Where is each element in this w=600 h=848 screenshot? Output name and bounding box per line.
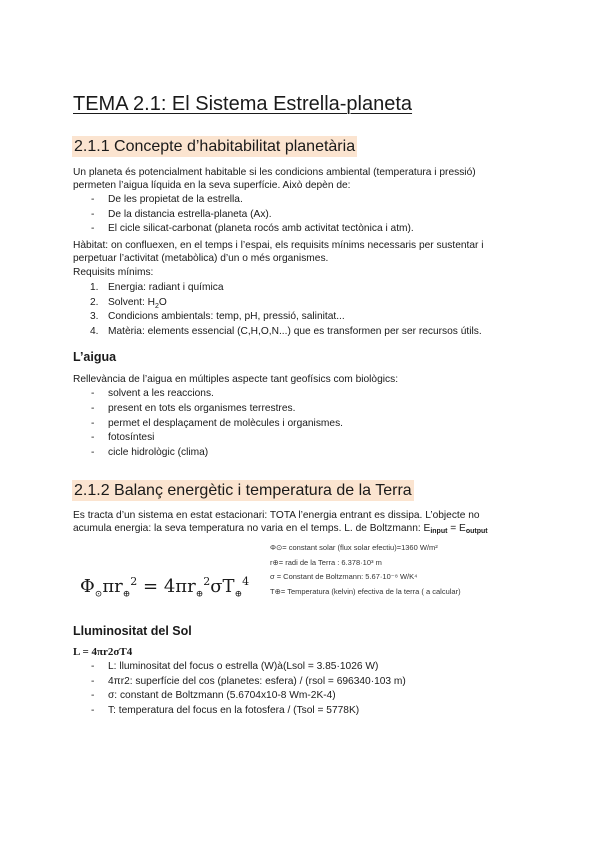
bullet-dash: - — [91, 676, 95, 687]
formula-legend — [270, 541, 461, 599]
list-item-text: El cicle silicat-carbonat (planeta rocós amb activitat tectònica i atm). — [108, 223, 414, 234]
balanc-line-1: Es tracta d’un sistema en estat estacionari: TOTA l’energia entrant es dissipa. L’objecte no — [73, 510, 480, 521]
intro-line-1: Un planeta és potencialment habitable si les condicions ambiental (temperatura i pressió) — [73, 167, 476, 178]
luminosity-formula: L = 4πr2σT4 — [73, 646, 133, 658]
list-item-text: De la distancia estrella-planeta (Ax). — [108, 209, 272, 220]
bullet-dash: - — [91, 661, 95, 672]
habitat-line-2: perpetuar l’activitat (metabòlica) d’un o més organismes. — [73, 253, 329, 264]
bullet-dash: - — [91, 690, 95, 701]
list-item-text: Solvent: $H_2O$ — [108, 297, 167, 311]
legend-line: r⊕= radi de la Terra : 6.378·10³ m — [270, 557, 382, 567]
list-item-text: Matèria: elements essencial (C,H,O,N...) que es transformen per ser recursos útils. — [108, 326, 482, 337]
list-item-text: Energia: radiant i química — [108, 282, 224, 293]
section-heading-balanc: 2.1.2 Balanç energètic i temperatura de la Terra — [74, 482, 412, 499]
bullet-dash: - — [91, 418, 95, 429]
bullet-dash: - — [91, 705, 95, 716]
list-item-text: permet el desplaçament de molècules i organismes. — [108, 418, 343, 429]
list-item-text: T: temperatura del focus en la fotosfera / (Tsol = 5778K) — [108, 705, 360, 716]
bullet-dash: - — [91, 403, 95, 414]
list-item-text: De les propietat de la estrella. — [108, 194, 243, 205]
list-number: 1. — [90, 282, 99, 293]
bullet-dash: - — [91, 447, 95, 458]
subsection-heading-aigua: L’aigua — [73, 350, 117, 364]
list-number: 4. — [90, 326, 99, 337]
bullet-dash: - — [91, 388, 95, 399]
list-item-text: fotosíntesi — [108, 432, 155, 443]
requirements-title: Requisits mínims: — [73, 267, 154, 278]
intro-line-2: permeten l’aigua líquida en la seva superfície. Això depèn de: — [73, 180, 351, 191]
list-item-text: solvent a les reaccions. — [108, 388, 214, 399]
habitat-line-1: Hàbitat: on confluexen, en el temps i l’espai, els requisits mínims necessaris per sustentar i — [73, 240, 484, 251]
list-number: 2. — [90, 297, 99, 308]
legend-line: Φ⊙= constant solar (flux solar efectiu)=1360 W/m² — [270, 543, 438, 552]
bullet-dash: - — [91, 209, 95, 220]
subsection-heading-lluminositat: Lluminositat del Sol — [73, 624, 192, 638]
legend-line: T⊕= Temperatura (kelvin) efectiva de la terra ( a calcular) — [270, 586, 461, 596]
list-item-text: cicle hidrològic (clima) — [108, 447, 209, 458]
list-item-text: present en tots els organismes terrestres. — [108, 403, 296, 414]
list-item-text: L: lluminositat del focus o estrella (W)à(Lsol = 3.85·1026 W) — [108, 661, 379, 672]
legend-line: σ = Constant de Boltzmann: 5.67·10⁻⁸ W/K⁴ — [270, 572, 418, 581]
list-number: 3. — [90, 311, 99, 322]
aigua-intro: Rellevància de l’aigua en múltiples aspecte tant geofísics com biològics: — [73, 374, 399, 385]
list-item-text: Condicions ambientals: temp, pH, pressió, salinitat... — [108, 311, 345, 322]
document-title: TEMA 2.1: El Sistema Estrella-planeta — [73, 93, 413, 115]
bullet-dash: - — [91, 223, 95, 234]
energy-balance-formula: $\Phi_⊙\pi r_\oplus^2 = 4\pi r_\oplus^2\sigma T_\oplus^4$ — [80, 575, 250, 600]
list-item-text: σ: constant de Boltzmann (5.6704x10-8 Wm-2K-4) — [108, 690, 336, 701]
bullet-dash: - — [91, 194, 95, 205]
section-heading-habitabilitat: 2.1.1 Concepte d’habitabilitat planetària — [74, 138, 356, 155]
bullet-dash: - — [91, 432, 95, 443]
list-item-text: 4πr2: superfície del cos (planetes: esfera) / (rsol = 696340·103 m) — [108, 676, 406, 687]
balanc-line-2: acumula energia: la seva temperatura no varia en el temps. L. de Boltzmann: $E_{input} = E_{output}$ — [73, 523, 488, 535]
